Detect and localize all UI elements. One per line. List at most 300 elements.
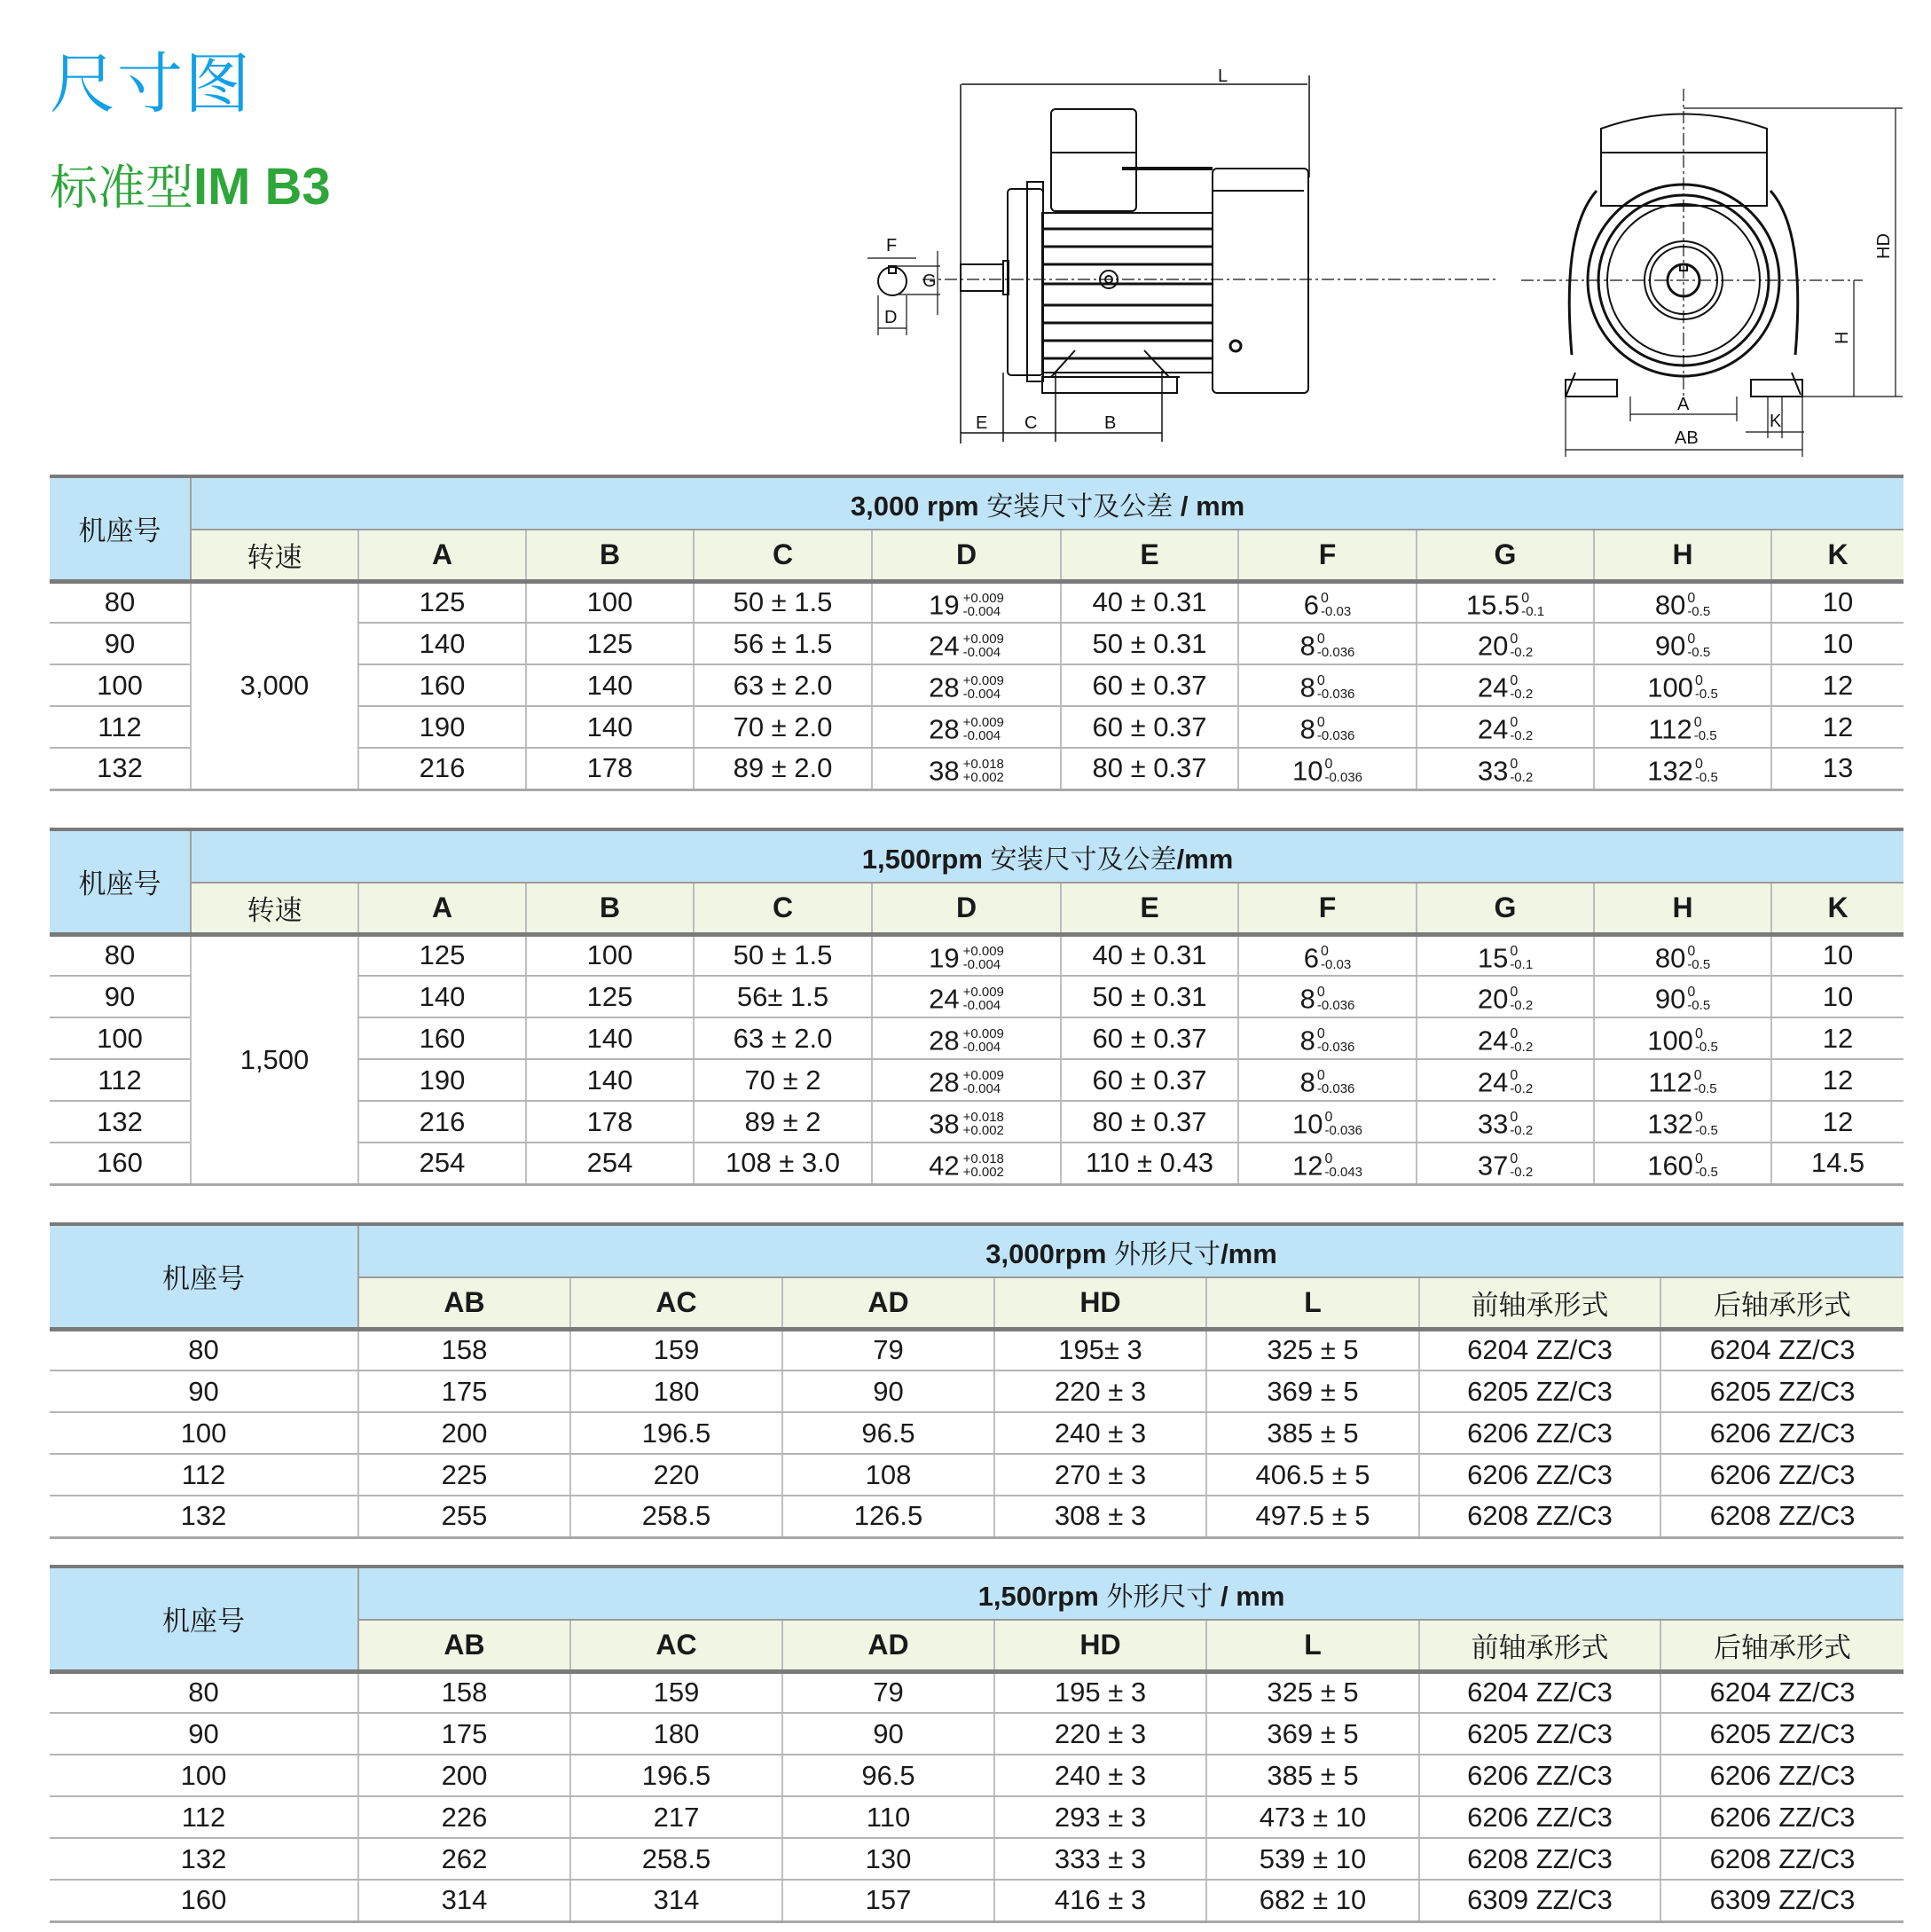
cell-E: 60 ± 0.37 <box>1061 1017 1238 1059</box>
cell-L: 406.5 ± 5 <box>1206 1454 1419 1496</box>
cell-A: 125 <box>358 934 526 976</box>
cell-E: 40 ± 0.31 <box>1061 934 1238 976</box>
cell-K: 10 <box>1771 623 1904 664</box>
table-title: 1,500rpm 外形尺寸 / mm <box>358 1567 1904 1620</box>
cell-G <box>1417 748 1594 789</box>
cell-L: 473 ± 10 <box>1206 1796 1419 1838</box>
table-row <box>50 934 1904 976</box>
cell-D <box>872 1143 1061 1184</box>
cell-K: 13 <box>1771 748 1904 789</box>
frame-header: 机座号 <box>50 1567 358 1671</box>
tolerance-value: 24 0 -0.2 <box>1477 713 1534 745</box>
tolerance-value: 80 0 -0.5 <box>1654 942 1711 974</box>
cell-AD: 96.5 <box>782 1755 994 1796</box>
tolerance-value: 8 0 -0.036 <box>1299 1025 1355 1056</box>
cell-L: 385 ± 5 <box>1206 1755 1419 1796</box>
cell-AD: 90 <box>782 1370 994 1412</box>
dim-label-E: E <box>976 413 988 433</box>
cell-C: 70 ± 2 <box>694 1059 872 1101</box>
cell-F <box>1238 748 1417 789</box>
cell-L: 369 ± 5 <box>1206 1370 1419 1412</box>
col-header-L: L <box>1206 1620 1419 1671</box>
outline-table-3000rpm <box>50 1222 1904 1539</box>
cell-F <box>1238 1059 1417 1101</box>
cell-H <box>1594 1017 1771 1059</box>
cell-B: 178 <box>526 1101 694 1143</box>
cell-HD: 416 ± 3 <box>994 1880 1206 1921</box>
frame-cell: 90 <box>50 1713 358 1755</box>
table-row <box>50 1713 1904 1755</box>
tolerance-value: 33 0 -0.2 <box>1477 1108 1534 1140</box>
cell-AB: 175 <box>358 1713 570 1755</box>
cell-F <box>1238 623 1417 664</box>
col-header-AC: AC <box>570 1277 782 1329</box>
cell-AD: 157 <box>782 1880 994 1921</box>
tolerance-value: 24 0 -0.2 <box>1477 1025 1534 1056</box>
table-body <box>50 581 1904 789</box>
cell-front-bearing: 6206 ZZ/C3 <box>1419 1412 1660 1454</box>
cell-L: 325 ± 5 <box>1206 1671 1419 1713</box>
frame-cell: 112 <box>50 1059 191 1101</box>
cell-AC: 314 <box>570 1880 782 1921</box>
cell-AC: 258.5 <box>570 1496 782 1537</box>
cell-AC: 159 <box>570 1329 782 1370</box>
frame-cell: 100 <box>50 664 191 706</box>
cell-rear-bearing: 6206 ZZ/C3 <box>1660 1796 1904 1838</box>
cell-A: 160 <box>358 1017 526 1059</box>
cell-HD: 220 ± 3 <box>994 1370 1206 1412</box>
cell-A: 190 <box>358 706 526 748</box>
frame-cell: 100 <box>50 1017 191 1059</box>
frame-header: 机座号 <box>50 1224 358 1329</box>
cell-A: 216 <box>358 1101 526 1143</box>
cell-AB: 200 <box>358 1755 570 1796</box>
cell-A: 140 <box>358 623 526 664</box>
cell-L: 369 ± 5 <box>1206 1713 1419 1755</box>
tolerance-value: 160 0 -0.5 <box>1647 1150 1718 1182</box>
cell-D <box>872 706 1061 748</box>
cell-AC: 217 <box>570 1796 782 1838</box>
speed-header: 转速 <box>191 530 358 581</box>
cell-G <box>1417 934 1594 976</box>
col-header-B: B <box>526 530 694 581</box>
cell-H <box>1594 1059 1771 1101</box>
cell-AD: 79 <box>782 1329 994 1370</box>
col-header-H: H <box>1594 883 1771 934</box>
cell-AD: 110 <box>782 1796 994 1838</box>
cell-rear-bearing: 6309 ZZ/C3 <box>1660 1880 1904 1921</box>
col-header-A: A <box>358 883 526 934</box>
cell-rear-bearing: 6204 ZZ/C3 <box>1660 1671 1904 1713</box>
cell-F <box>1238 1017 1417 1059</box>
cell-E: 80 ± 0.37 <box>1061 748 1238 789</box>
cell-AD: 130 <box>782 1838 994 1880</box>
frame-cell: 90 <box>50 1370 358 1412</box>
tolerance-value: 8 0 -0.036 <box>1299 671 1355 703</box>
col-header-H: H <box>1594 530 1771 581</box>
cell-C: 56± 1.5 <box>694 976 872 1017</box>
frame-cell: 100 <box>50 1412 358 1454</box>
frame-cell: 132 <box>50 748 191 789</box>
col-header-L: L <box>1206 1277 1419 1329</box>
cell-B: 140 <box>526 664 694 706</box>
cell-D <box>872 976 1061 1017</box>
cell-AC: 180 <box>570 1370 782 1412</box>
frame-cell: 112 <box>50 1454 358 1496</box>
cell-HD: 240 ± 3 <box>994 1412 1206 1454</box>
cell-B: 125 <box>526 976 694 1017</box>
cell-E: 60 ± 0.37 <box>1061 1059 1238 1101</box>
frame-cell: 112 <box>50 706 191 748</box>
front-view-drawing <box>1508 80 1931 461</box>
cell-D <box>872 934 1061 976</box>
table-title: 3,000 rpm 安装尺寸及公差 / mm <box>191 476 1904 530</box>
cell-rear-bearing: 6208 ZZ/C3 <box>1660 1838 1904 1880</box>
table-row <box>50 581 1904 623</box>
cell-H <box>1594 748 1771 789</box>
table-title: 3,000rpm 外形尺寸/mm <box>358 1224 1904 1277</box>
page-title: 尺寸图 <box>50 46 252 122</box>
col-header-AD: AD <box>782 1620 994 1671</box>
cell-rear-bearing: 6206 ZZ/C3 <box>1660 1412 1904 1454</box>
tolerance-value: 112 0 -0.5 <box>1648 1066 1717 1098</box>
cell-front-bearing: 6205 ZZ/C3 <box>1419 1713 1660 1755</box>
cell-HD: 195 ± 3 <box>994 1671 1206 1713</box>
cell-H <box>1594 706 1771 748</box>
frame-cell: 112 <box>50 1796 358 1838</box>
speed-cell: 3,000 <box>191 581 358 789</box>
tolerance-value: 19 +0.009 -0.004 <box>929 589 1004 621</box>
cell-HD: 240 ± 3 <box>994 1755 1206 1796</box>
tolerance-value: 8 0 -0.036 <box>1299 630 1355 662</box>
frame-cell: 80 <box>50 1329 358 1370</box>
cell-E: 60 ± 0.37 <box>1061 706 1238 748</box>
tolerance-value: 15.5 0 -0.1 <box>1465 589 1545 621</box>
cell-K: 12 <box>1771 1017 1904 1059</box>
cell-B: 125 <box>526 623 694 664</box>
tolerance-value: 90 0 -0.5 <box>1654 630 1711 662</box>
cell-AD: 108 <box>782 1454 994 1496</box>
dim-label-C: C <box>1024 413 1038 433</box>
cell-A: 216 <box>358 748 526 789</box>
col-header-G: G <box>1417 883 1594 934</box>
cell-front-bearing: 6208 ZZ/C3 <box>1419 1496 1660 1537</box>
frame-cell: 160 <box>50 1880 358 1921</box>
cell-K: 12 <box>1771 1101 1904 1143</box>
table-row <box>50 1671 1904 1713</box>
cell-A: 160 <box>358 664 526 706</box>
col-header-AB: AB <box>358 1620 570 1671</box>
table-row <box>50 1496 1904 1537</box>
page-subtitle <box>50 158 331 216</box>
col-header-D: D <box>872 530 1061 581</box>
col-header-K: K <box>1771 883 1904 934</box>
cell-E: 50 ± 0.31 <box>1061 623 1238 664</box>
cell-C: 56 ± 1.5 <box>694 623 872 664</box>
tolerance-value: 80 0 -0.5 <box>1654 589 1711 621</box>
cell-AB: 200 <box>358 1412 570 1454</box>
frame-cell: 132 <box>50 1496 358 1537</box>
frame-cell: 160 <box>50 1143 191 1184</box>
cell-F <box>1238 581 1417 623</box>
cell-H <box>1594 976 1771 1017</box>
cell-G <box>1417 623 1594 664</box>
outline-table-1500rpm <box>50 1565 1904 1923</box>
cell-C: 70 ± 2.0 <box>694 706 872 748</box>
cell-B: 140 <box>526 1017 694 1059</box>
cell-K: 12 <box>1771 1059 1904 1101</box>
cell-HD: 293 ± 3 <box>994 1796 1206 1838</box>
cell-B: 100 <box>526 581 694 623</box>
frame-cell: 100 <box>50 1755 358 1796</box>
col-header-AD: AD <box>782 1277 994 1329</box>
cell-G <box>1417 706 1594 748</box>
cell-E: 110 ± 0.43 <box>1061 1143 1238 1184</box>
cell-G <box>1417 1101 1594 1143</box>
cell-front-bearing: 6204 ZZ/C3 <box>1419 1671 1660 1713</box>
tolerance-value: 37 0 -0.2 <box>1477 1150 1534 1182</box>
col-header-K: K <box>1771 530 1904 581</box>
cell-AC: 196.5 <box>570 1755 782 1796</box>
cell-AB: 255 <box>358 1496 570 1537</box>
tolerance-value: 38 +0.018 +0.002 <box>929 755 1004 787</box>
cell-front-bearing: 6206 ZZ/C3 <box>1419 1454 1660 1496</box>
cell-AC: 220 <box>570 1454 782 1496</box>
cell-rear-bearing: 6204 ZZ/C3 <box>1660 1329 1904 1370</box>
cell-D <box>872 1017 1061 1059</box>
dim-label-D: D <box>884 308 898 327</box>
cell-K: 10 <box>1771 934 1904 976</box>
cell-A: 190 <box>358 1059 526 1101</box>
tolerance-value: 28 +0.009 -0.004 <box>929 1066 1004 1098</box>
dim-label-G: G <box>922 271 937 291</box>
cell-C: 63 ± 2.0 <box>694 664 872 706</box>
table-title: 1,500rpm 安装尺寸及公差/mm <box>191 829 1904 883</box>
cell-K: 10 <box>1771 581 1904 623</box>
tolerance-value: 20 0 -0.2 <box>1477 630 1534 662</box>
cell-L: 325 ± 5 <box>1206 1329 1419 1370</box>
col-header-F: F <box>1238 883 1417 934</box>
subtitle-model: IM B3 <box>193 158 331 216</box>
tolerance-value: 28 +0.009 -0.004 <box>929 713 1004 745</box>
col-header-B: B <box>526 883 694 934</box>
col-header-rear-bearing: 后轴承形式 <box>1660 1277 1904 1329</box>
cell-F <box>1238 706 1417 748</box>
speed-header: 转速 <box>191 883 358 934</box>
cell-G <box>1417 1017 1594 1059</box>
cell-D <box>872 581 1061 623</box>
col-header-front-bearing: 前轴承形式 <box>1419 1277 1660 1329</box>
cell-H <box>1594 623 1771 664</box>
cell-C: 63 ± 2.0 <box>694 1017 872 1059</box>
cell-G <box>1417 581 1594 623</box>
frame-cell: 132 <box>50 1101 191 1143</box>
cell-F <box>1238 934 1417 976</box>
tolerance-value: 112 0 -0.5 <box>1648 713 1717 745</box>
col-header-AC: AC <box>570 1620 782 1671</box>
cell-HD: 195± 3 <box>994 1329 1206 1370</box>
cell-F <box>1238 664 1417 706</box>
cell-D <box>872 664 1061 706</box>
cell-AB: 175 <box>358 1370 570 1412</box>
col-header-front-bearing: 前轴承形式 <box>1419 1620 1660 1671</box>
dim-label-F: F <box>886 236 898 255</box>
tolerance-value: 33 0 -0.2 <box>1477 755 1534 787</box>
table-row <box>50 1412 1904 1454</box>
dim-label-A: A <box>1677 395 1690 414</box>
cell-E: 40 ± 0.31 <box>1061 581 1238 623</box>
dim-label-H: H <box>1833 331 1852 344</box>
cell-rear-bearing: 6208 ZZ/C3 <box>1660 1496 1904 1537</box>
dim-label-K: K <box>1770 412 1782 431</box>
mounting-table-1500rpm <box>50 828 1904 1186</box>
cell-H <box>1594 581 1771 623</box>
tolerance-value: 132 0 -0.5 <box>1647 1108 1718 1140</box>
cell-AC: 180 <box>570 1713 782 1755</box>
cell-D <box>872 1101 1061 1143</box>
cell-D <box>872 623 1061 664</box>
cell-C: 50 ± 1.5 <box>694 581 872 623</box>
cell-G <box>1417 976 1594 1017</box>
tolerance-value: 24 0 -0.2 <box>1477 671 1534 703</box>
tolerance-value: 12 0 -0.043 <box>1291 1150 1363 1182</box>
tolerance-value: 6 0 -0.03 <box>1303 589 1352 621</box>
cell-L: 385 ± 5 <box>1206 1412 1419 1454</box>
cell-rear-bearing: 6206 ZZ/C3 <box>1660 1454 1904 1496</box>
cell-AD: 90 <box>782 1713 994 1755</box>
frame-header: 机座号 <box>50 476 191 581</box>
table-body <box>50 1329 1904 1537</box>
cell-HD: 220 ± 3 <box>994 1713 1206 1755</box>
cell-front-bearing: 6205 ZZ/C3 <box>1419 1370 1660 1412</box>
cell-AB: 225 <box>358 1454 570 1496</box>
tolerance-value: 19 +0.009 -0.004 <box>929 942 1004 974</box>
tolerance-value: 20 0 -0.2 <box>1477 983 1534 1015</box>
col-header-A: A <box>358 530 526 581</box>
col-header-C: C <box>694 883 872 934</box>
col-header-G: G <box>1417 530 1594 581</box>
cell-D <box>872 1059 1061 1101</box>
tolerance-value: 10 0 -0.036 <box>1291 755 1363 787</box>
col-header-rear-bearing: 后轴承形式 <box>1660 1620 1904 1671</box>
cell-HD: 333 ± 3 <box>994 1838 1206 1880</box>
cell-HD: 270 ± 3 <box>994 1454 1206 1496</box>
side-view-drawing <box>865 62 1503 452</box>
cell-C: 108 ± 3.0 <box>694 1143 872 1184</box>
tolerance-value: 42 +0.018 +0.002 <box>929 1150 1004 1182</box>
frame-cell: 90 <box>50 623 191 664</box>
tolerance-value: 28 +0.009 -0.004 <box>929 671 1004 703</box>
cell-K: 10 <box>1771 976 1904 1017</box>
cell-C: 89 ± 2 <box>694 1101 872 1143</box>
speed-cell: 1,500 <box>191 934 358 1184</box>
cell-front-bearing: 6206 ZZ/C3 <box>1419 1796 1660 1838</box>
frame-cell: 80 <box>50 581 191 623</box>
cell-B: 254 <box>526 1143 694 1184</box>
cell-B: 100 <box>526 934 694 976</box>
cell-AC: 258.5 <box>570 1838 782 1880</box>
tolerance-value: 15 0 -0.1 <box>1477 942 1534 974</box>
cell-AB: 226 <box>358 1796 570 1838</box>
cell-AB: 262 <box>358 1838 570 1880</box>
col-header-C: C <box>694 530 872 581</box>
tolerance-value: 8 0 -0.036 <box>1299 983 1355 1015</box>
tolerance-value: 10 0 -0.036 <box>1291 1108 1363 1140</box>
mounting-table-3000rpm <box>50 475 1904 791</box>
dim-label-L: L <box>1218 67 1228 86</box>
cell-K: 12 <box>1771 664 1904 706</box>
table-row <box>50 1454 1904 1496</box>
frame-cell: 90 <box>50 976 191 1017</box>
cell-L: 682 ± 10 <box>1206 1880 1419 1921</box>
cell-G <box>1417 664 1594 706</box>
table-row <box>50 1370 1904 1412</box>
cell-AB: 158 <box>358 1329 570 1370</box>
tolerance-value: 100 0 -0.5 <box>1647 1025 1718 1056</box>
cell-K: 12 <box>1771 706 1904 748</box>
cell-B: 178 <box>526 748 694 789</box>
cell-A: 140 <box>358 976 526 1017</box>
cell-AB: 158 <box>358 1671 570 1713</box>
cell-C: 89 ± 2.0 <box>694 748 872 789</box>
tolerance-value: 100 0 -0.5 <box>1647 671 1718 703</box>
col-header-AB: AB <box>358 1277 570 1329</box>
dim-label-B: B <box>1104 413 1117 433</box>
cell-rear-bearing: 6205 ZZ/C3 <box>1660 1370 1904 1412</box>
col-header-HD: HD <box>994 1620 1206 1671</box>
col-header-D: D <box>872 883 1061 934</box>
col-header-HD: HD <box>994 1277 1206 1329</box>
col-header-E: E <box>1061 530 1238 581</box>
cell-A: 125 <box>358 581 526 623</box>
cell-front-bearing: 6204 ZZ/C3 <box>1419 1329 1660 1370</box>
col-header-E: E <box>1061 883 1238 934</box>
cell-B: 140 <box>526 1059 694 1101</box>
frame-cell: 132 <box>50 1838 358 1880</box>
cell-A: 254 <box>358 1143 526 1184</box>
cell-AB: 314 <box>358 1880 570 1921</box>
table-body <box>50 934 1904 1184</box>
cell-F <box>1238 1143 1417 1184</box>
cell-AC: 196.5 <box>570 1412 782 1454</box>
cell-front-bearing: 6208 ZZ/C3 <box>1419 1838 1660 1880</box>
tolerance-value: 24 +0.009 -0.004 <box>929 983 1004 1015</box>
cell-K: 14.5 <box>1771 1143 1904 1184</box>
tolerance-value: 90 0 -0.5 <box>1654 983 1711 1015</box>
cell-AD: 79 <box>782 1671 994 1713</box>
cell-G <box>1417 1143 1594 1184</box>
cell-H <box>1594 934 1771 976</box>
subtitle-cn: 标准型 <box>50 160 193 216</box>
cell-L: 539 ± 10 <box>1206 1838 1419 1880</box>
table-row <box>50 1755 1904 1796</box>
tolerance-value: 24 0 -0.2 <box>1477 1066 1534 1098</box>
cell-AD: 126.5 <box>782 1496 994 1537</box>
table-body <box>50 1671 1904 1921</box>
table-row <box>50 1838 1904 1880</box>
dim-label-AB: AB <box>1675 428 1699 448</box>
tolerance-value: 132 0 -0.5 <box>1647 755 1718 787</box>
frame-header: 机座号 <box>50 829 191 934</box>
cell-HD: 308 ± 3 <box>994 1496 1206 1537</box>
table-row <box>50 1796 1904 1838</box>
frame-cell: 80 <box>50 934 191 976</box>
cell-front-bearing: 6206 ZZ/C3 <box>1419 1755 1660 1796</box>
cell-rear-bearing: 6205 ZZ/C3 <box>1660 1713 1904 1755</box>
cell-F <box>1238 976 1417 1017</box>
cell-L: 497.5 ± 5 <box>1206 1496 1419 1537</box>
cell-H <box>1594 664 1771 706</box>
